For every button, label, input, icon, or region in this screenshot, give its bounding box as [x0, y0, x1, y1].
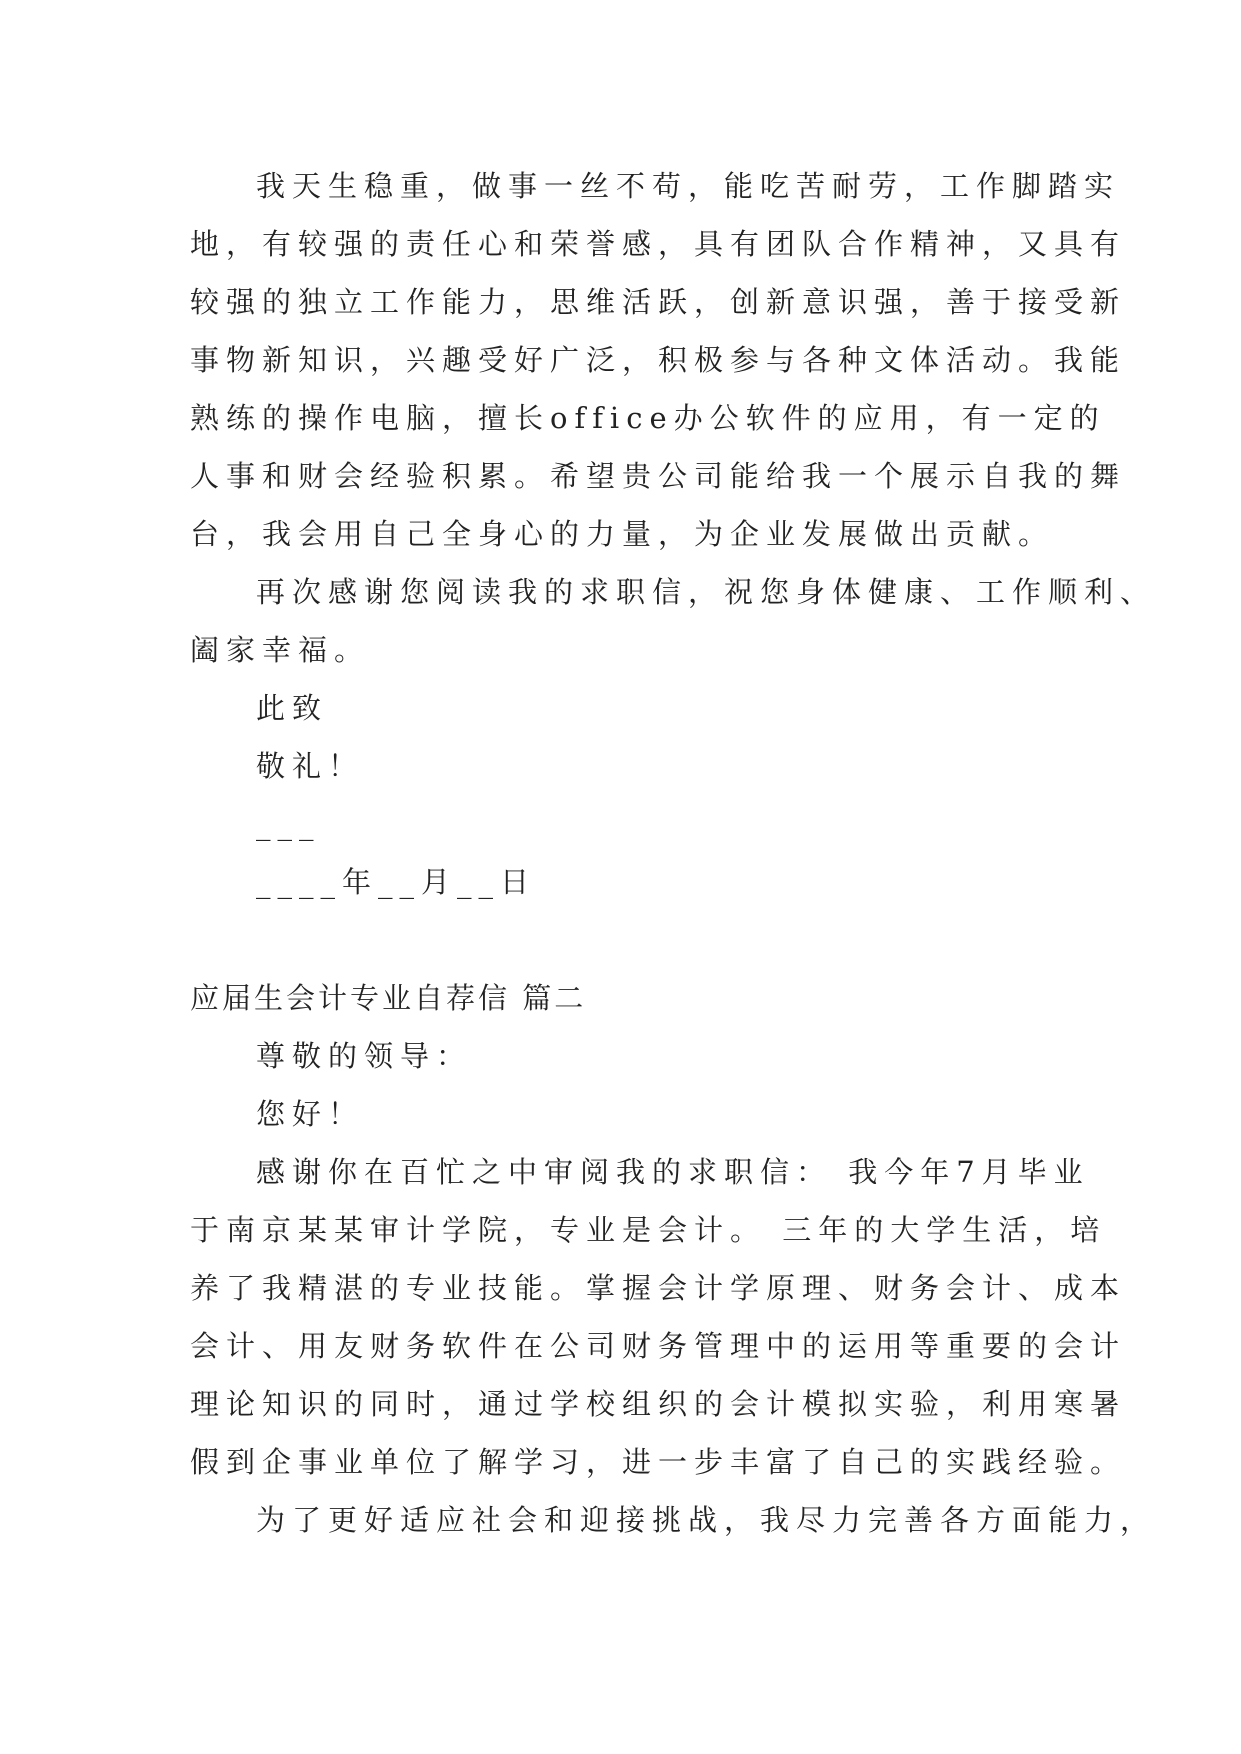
closing-line: 敬礼！: [256, 749, 365, 783]
paragraph-line: 台，我会用自己全身心的力量，为企业发展做出贡献。: [190, 517, 1055, 551]
paragraph-line: 我天生稳重，做事一丝不苟，能吃苦耐劳，工作脚踏实: [256, 169, 1121, 203]
paragraph-line: 假到企事业单位了解学习，进一步丰富了自己的实践经验。: [190, 1445, 1127, 1479]
paragraph-line: 养了我精湛的专业技能。掌握会计学原理、财务会计、成本: [190, 1271, 1127, 1305]
paragraph-line: 事物新知识，兴趣受好广泛，积极参与各种文体活动。我能: [190, 343, 1127, 377]
greeting: 您好！: [256, 1097, 365, 1131]
date-line: ____年__月__日: [256, 865, 537, 899]
paragraph-line: 熟练的操作电脑，擅长office办公软件的应用，有一定的: [190, 401, 1106, 435]
paragraph-line: 感谢你在百忙之中审阅我的求职信： 我今年7月毕业: [256, 1155, 1090, 1189]
signature-blank: ___: [256, 807, 321, 841]
paragraph-line: 地，有较强的责任心和荣誉感，具有团队合作精神，又具有: [190, 227, 1127, 261]
paragraph-line: 较强的独立工作能力，思维活跃，创新意识强，善于接受新: [190, 285, 1127, 319]
paragraph-line: 为了更好适应社会和迎接挑战，我尽力完善各方面能力，: [256, 1503, 1157, 1537]
paragraph-line: 理论知识的同时，通过学校组织的会计模拟实验，利用寒暑: [190, 1387, 1127, 1421]
closing-line: 此致: [256, 691, 329, 725]
paragraph-line: 会计、用友财务软件在公司财务管理中的运用等重要的会计: [190, 1329, 1127, 1363]
salutation: 尊敬的领导：: [256, 1039, 473, 1073]
paragraph-line: 于南京某某审计学院，专业是会计。 三年的大学生活，培: [190, 1213, 1107, 1247]
paragraph-line: 阖家幸福。: [190, 633, 371, 667]
paragraph-line: 人事和财会经验积累。希望贵公司能给我一个展示自我的舞: [190, 459, 1127, 493]
section-heading: 应届生会计专业自荐信 篇二: [190, 981, 587, 1015]
paragraph-line: 再次感谢您阅读我的求职信，祝您身体健康、工作顺利、: [256, 575, 1157, 609]
